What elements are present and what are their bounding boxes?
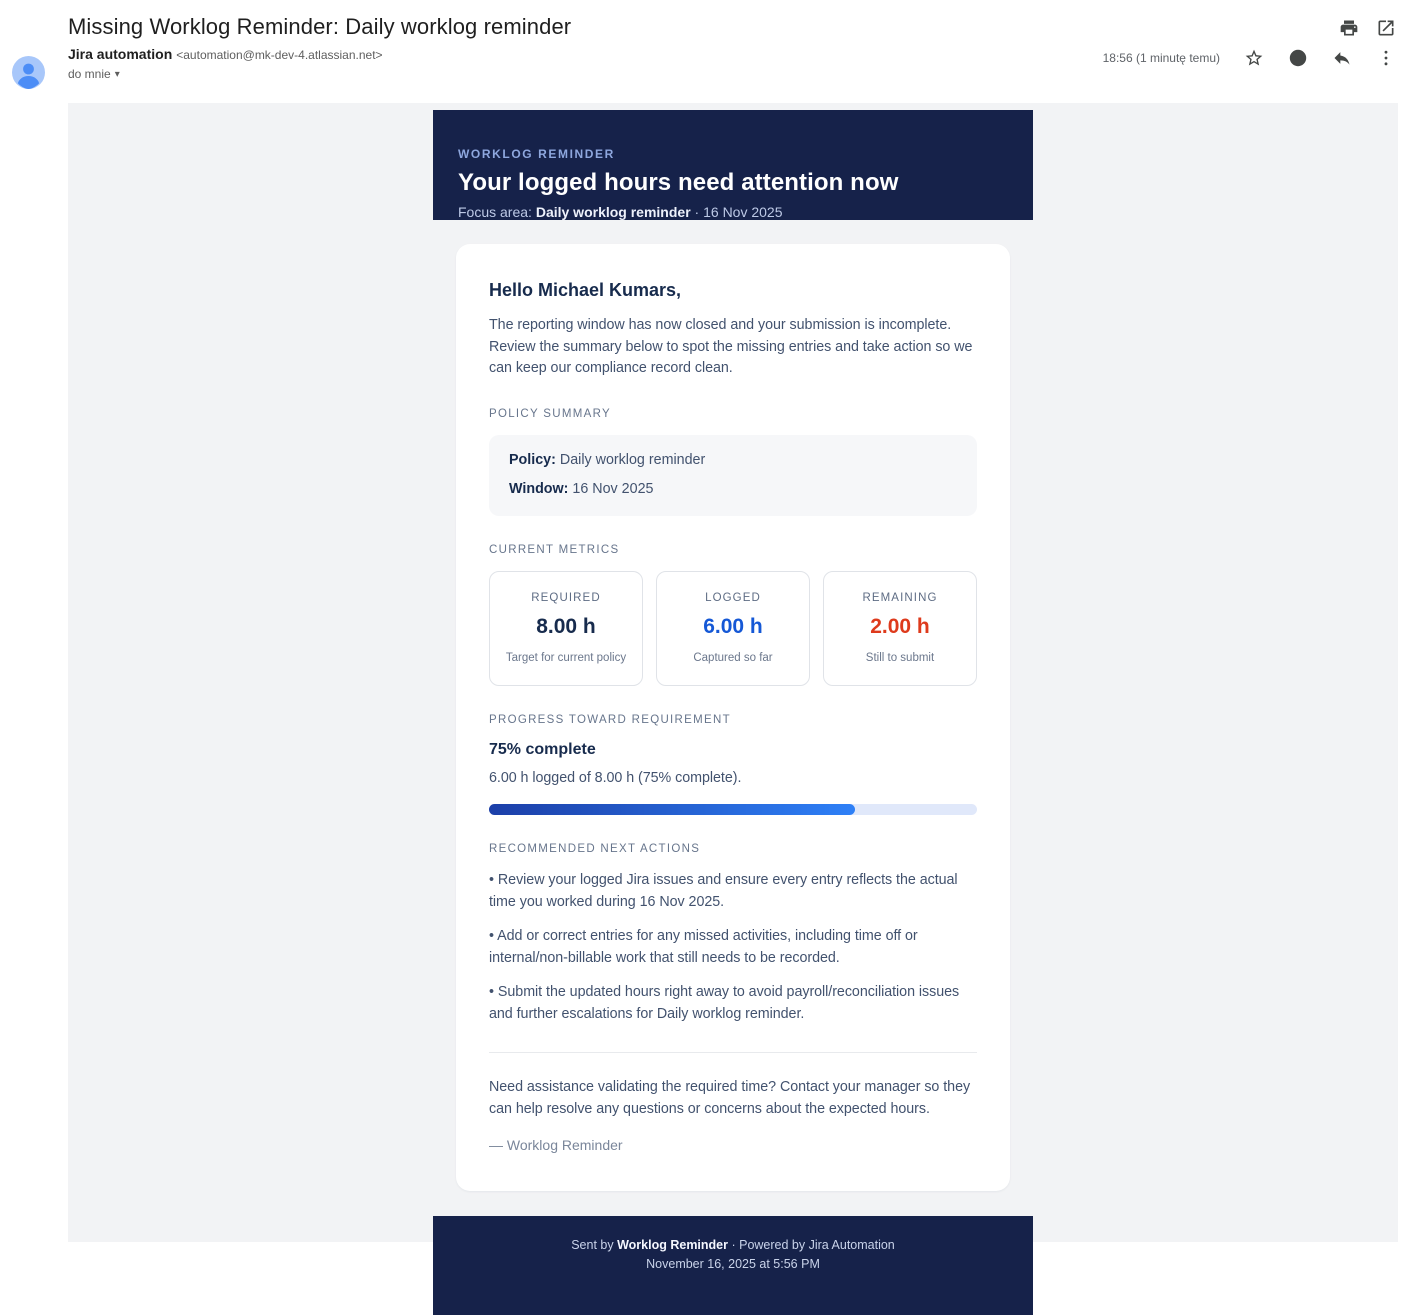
emoji-reaction-icon[interactable]	[1288, 48, 1308, 68]
progress-section-label: PROGRESS TOWARD REQUIREMENT	[489, 713, 731, 726]
policy-row	[509, 452, 957, 468]
focus-value: Daily worklog reminder	[535, 204, 691, 220]
recipient-label: do mnie	[68, 67, 111, 81]
open-in-new-icon[interactable]	[1376, 18, 1396, 38]
metric-caption: Still to submit	[865, 651, 935, 664]
greeting: Hello Michael Kumars,	[489, 280, 682, 300]
window-row	[509, 481, 957, 497]
banner-title: Your logged hours need attention now	[458, 169, 899, 196]
action-item: • Review your logged Jira issues and ensure every entry reflects the actual time you worked during 16 Nov 2025.	[489, 872, 958, 910]
progress-headline: 75% complete	[489, 740, 596, 758]
email-subject: Missing Worklog Reminder: Daily worklog reminder	[68, 14, 572, 39]
metric-card-required	[489, 571, 643, 686]
metric-label: REMAINING	[862, 591, 938, 604]
policy-summary-label: POLICY SUMMARY	[489, 407, 611, 420]
progress-caption: 6.00 h logged of 8.00 h (75% complete).	[489, 769, 742, 786]
print-icon[interactable]	[1339, 18, 1359, 38]
policy-label: Policy:	[509, 451, 556, 468]
focus-label: Focus area:	[458, 204, 532, 220]
footer-sent-line: Sent by Worklog Reminder · Powered by Jira Automation	[571, 1238, 895, 1252]
metric-caption: Target for current policy	[505, 651, 627, 664]
reply-icon[interactable]	[1332, 48, 1352, 68]
email-hero-banner	[433, 110, 1033, 220]
chevron-down-icon[interactable]: ▾	[114, 68, 120, 80]
focus-date: 16 Nov 2025	[703, 204, 783, 220]
card-divider	[489, 1052, 977, 1053]
next-actions-label: RECOMMENDED NEXT ACTIONS	[489, 843, 701, 855]
banner-focus-line	[458, 204, 1008, 220]
metric-value: 2.00 h	[870, 614, 930, 638]
window-value: 16 Nov 2025	[572, 480, 654, 497]
metric-value: 6.00 h	[703, 614, 763, 638]
gmail-message-header	[0, 0, 1410, 103]
intro-paragraph: The reporting window has now closed and your submission is incomplete. Review the summary below to spot the missing entries and take action so we can keep our compliance record clean.	[489, 317, 973, 376]
recipient-row[interactable]	[68, 67, 383, 81]
metrics-row	[489, 571, 977, 686]
progress-bar-fill	[489, 804, 855, 815]
sender-block	[68, 46, 383, 81]
sender-avatar[interactable]	[12, 56, 45, 89]
star-icon[interactable]	[1244, 48, 1264, 68]
assistance-paragraph: Need assistance validating the required time? Contact your manager so they can help resolve any questions or concerns about the expected hours.	[489, 1079, 971, 1117]
footer-date: November 16, 2025 at 5:56 PM	[646, 1257, 820, 1272]
metric-label: REQUIRED	[531, 591, 601, 604]
footer-app-name: Worklog Reminder	[617, 1238, 728, 1252]
window-label: Window:	[509, 480, 569, 497]
bullet-glyph: •	[489, 984, 494, 1000]
focus-separator: ·	[694, 204, 700, 220]
email-main-card	[456, 244, 1010, 1191]
email-footer	[433, 1216, 1033, 1315]
email-timestamp: 18:56 (1 minutę temu)	[1102, 51, 1220, 65]
progress-bar-track	[489, 804, 977, 815]
metric-value: 8.00 h	[536, 614, 596, 638]
banner-eyebrow: WORKLOG REMINDER	[458, 147, 615, 161]
action-item: • Submit the updated hours right away to avoid payroll/reconciliation issues and further escalations for Daily worklog reminder.	[489, 984, 960, 1022]
policy-summary-box	[489, 435, 977, 516]
action-item: • Add or correct entries for any missed activities, including time off or internal/non-billable work that still needs to be recorded.	[489, 928, 918, 966]
bullet-glyph: •	[489, 872, 494, 888]
metric-label: LOGGED	[705, 591, 761, 604]
email-content-area	[68, 103, 1398, 1272]
metric-caption: Captured so far	[693, 651, 773, 664]
signature: — Worklog Reminder	[489, 1137, 623, 1153]
metric-card-logged	[656, 571, 810, 686]
sender-email: <automation@mk-dev-4.atlassian.net>	[176, 48, 383, 62]
bullet-glyph: •	[489, 928, 494, 944]
sender-name: Jira automation	[68, 46, 173, 62]
policy-value: Daily worklog reminder	[559, 451, 706, 468]
metric-card-remaining	[823, 571, 977, 686]
current-metrics-label: CURRENT METRICS	[489, 543, 620, 556]
more-options-icon[interactable]	[1376, 48, 1396, 68]
